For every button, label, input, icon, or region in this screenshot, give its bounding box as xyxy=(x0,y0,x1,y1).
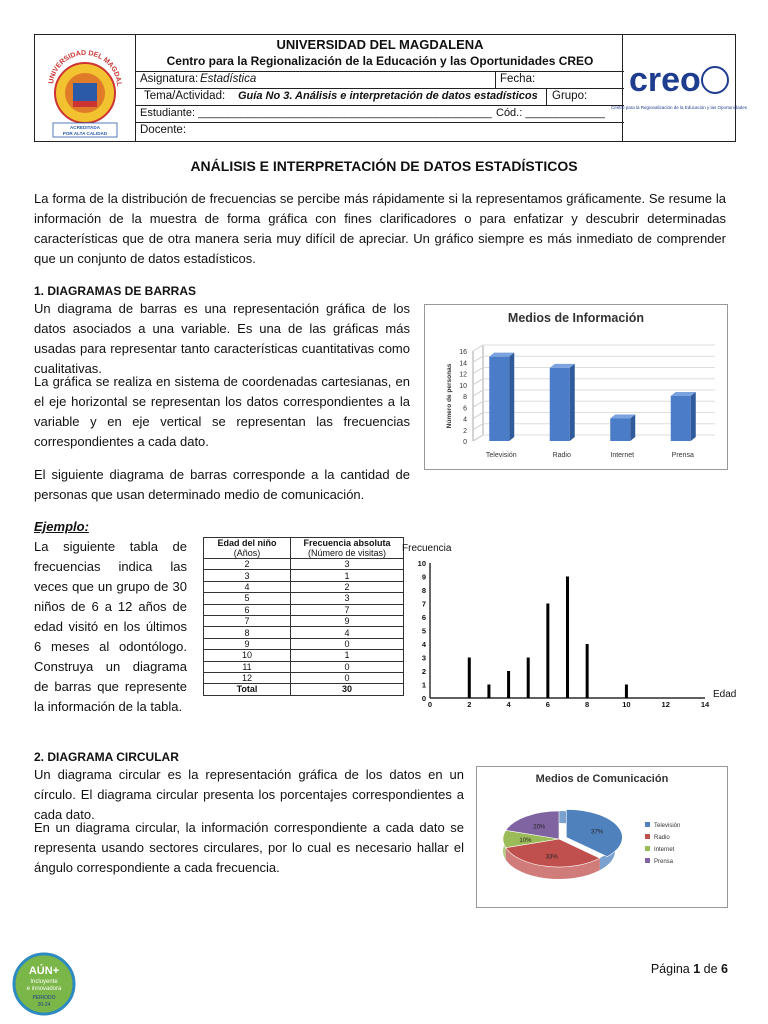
table-cell-age: 4 xyxy=(204,581,291,592)
pie-slice-label: 37% xyxy=(591,829,604,836)
table-row xyxy=(204,615,404,626)
chart1-ytick: 12 xyxy=(459,371,467,379)
header-table xyxy=(34,34,748,142)
chart2-xlabel: Edad xyxy=(713,689,737,700)
chart2-bar xyxy=(625,685,628,699)
pie-legend-label: Radio xyxy=(654,835,670,841)
teacher-label: Docente: xyxy=(140,124,187,136)
chart2-ytick: 5 xyxy=(421,626,426,636)
chart1-ytick: 2 xyxy=(463,427,467,435)
chart1-ytick: 14 xyxy=(459,360,467,368)
chart1-bar-side xyxy=(691,392,696,441)
table-cell-age: 6 xyxy=(204,604,291,615)
section1-p2: La gráfica se realiza en sistema de coordenadas cartesianas, en el eje horizontal se representan los datos correspondientes a la variable y en eje vertical se representan las frecuencias correspondientes a cada dato. xyxy=(34,374,410,449)
section2-p1: Un diagrama circular es la representación gráfica de los datos en un círculo. El diagrama circular presenta los porcentajes correspondientes a cada dato. xyxy=(34,767,464,822)
table-row xyxy=(204,559,404,570)
pie-chart-medios xyxy=(476,766,728,908)
table-cell-age: 11 xyxy=(204,661,291,672)
subject-label: Asignatura: xyxy=(140,73,199,85)
table-cell-frequency: 1 xyxy=(291,570,404,581)
pie-legend-label: Internet xyxy=(654,847,675,853)
table-cell-frequency: 0 xyxy=(291,638,404,649)
chart1-gridline xyxy=(473,368,483,374)
chart2-bar xyxy=(546,604,549,699)
section2-p2: En un diagrama circular, la información correspondiente a cada dato se representa usando sectores circulares, por lo cual es necesario hallar el ángulo correspondiente a cada frecuencia. xyxy=(34,820,464,875)
chart1-bar xyxy=(610,419,630,442)
chart1-xtick: Prensa xyxy=(671,452,694,459)
pie-legend-swatch xyxy=(645,834,650,839)
chart2-ytick: 6 xyxy=(421,613,426,622)
svg-text:Incluyente: Incluyente xyxy=(30,979,58,985)
pie-slice-label: 20% xyxy=(533,824,546,831)
page-title: ANÁLISIS E INTERPRETACIÓN DE DATOS ESTADÍSTICOS xyxy=(190,158,578,174)
chart2-ytick: 0 xyxy=(421,694,426,703)
chart1-bar xyxy=(671,396,691,441)
university-name: UNIVERSIDAD DEL MAGDALENA xyxy=(276,37,484,52)
table-cell-frequency: 3 xyxy=(291,593,404,604)
chart1-gridline xyxy=(473,379,483,385)
chart1-bar xyxy=(550,368,570,441)
chart2-ytick: 2 xyxy=(421,667,426,676)
chart2-xtick: 8 xyxy=(585,700,590,709)
table-cell-age: 8 xyxy=(204,627,291,638)
pie-legend-label: Prensa xyxy=(654,859,674,865)
chart1-ytick: 0 xyxy=(463,439,467,446)
chart2-xtick: 0 xyxy=(427,700,433,709)
svg-text:POR ALTA CALIDAD: POR ALTA CALIDAD xyxy=(62,131,108,136)
chart2-bar xyxy=(487,685,490,699)
chart2-ytick: 9 xyxy=(421,572,426,582)
chart1-ytick: 8 xyxy=(463,394,467,401)
table-cell-age: 9 xyxy=(204,638,291,649)
chart1-gridline xyxy=(473,390,483,396)
table-cell-frequency: 0 xyxy=(291,661,404,672)
bar-chart-medios xyxy=(424,304,728,470)
chart2-xtick: 10 xyxy=(622,700,631,709)
svg-text:e innovadora: e innovadora xyxy=(26,986,62,992)
center-name: Centro para la Regionalización de la Educación y las Oportunidades CREO xyxy=(166,54,594,68)
chart2-ytick: 1 xyxy=(421,680,426,690)
chart2-bar xyxy=(566,577,569,699)
date-label: Fecha: xyxy=(500,73,536,85)
pie-legend-swatch xyxy=(645,822,650,827)
pie-slice-label: 10% xyxy=(519,838,532,844)
table-cell-frequency: 1 xyxy=(291,650,404,661)
chart1-gridline xyxy=(473,424,483,430)
chart1-xtick: Radio xyxy=(552,452,571,459)
aun-badge xyxy=(12,952,76,1016)
table-cell-frequency: 4 xyxy=(291,627,404,638)
example-label: Ejemplo: xyxy=(34,519,89,534)
intro-paragraph: La forma de la distribución de frecuencias se percibe más rápidamente si la representamos gráficamente. Se resume la información de la muestra de forma gráfica con fines clarificadores o para enfatizar y descubrir determinadas características que de otra manera seria muy difícil de apreciar. Un gráfico siempre es más inmediato de comprender que un conjunto de datos estadísticos. xyxy=(34,191,726,266)
chart1-ylabel: Número de personas xyxy=(446,363,453,429)
table-cell-age: 3 xyxy=(204,570,291,581)
chart1-gridline xyxy=(473,345,483,351)
pie-legend-swatch xyxy=(645,858,650,863)
svg-text:PERIODO: PERIODO xyxy=(32,995,56,1001)
svg-text:20-24: 20-24 xyxy=(37,1002,51,1008)
table-cell-age: 2 xyxy=(204,559,291,570)
chart1-ytick: 6 xyxy=(463,405,467,413)
creo-caption: Centro para la Regionalización de la Educación y las Oportunidades xyxy=(610,105,748,110)
row-teacher xyxy=(136,122,624,141)
chart2-xtick: 14 xyxy=(700,700,710,709)
pie-legend-swatch xyxy=(645,846,650,851)
chart1-gridline xyxy=(473,435,483,441)
creo-wordmark: creo xyxy=(629,61,701,99)
table-cell-frequency: 0 xyxy=(291,672,404,683)
chart2-ytick: 8 xyxy=(421,586,426,595)
table-header-age: Edad del niño (Años) xyxy=(204,538,291,559)
chart2-xtick: 4 xyxy=(506,700,511,709)
chart1-xtick: Internet xyxy=(610,452,635,459)
svg-text:ACREDITADA: ACREDITADA xyxy=(69,125,101,130)
chart2-ylabel: Frecuencia xyxy=(402,543,452,554)
chart1-bar-side xyxy=(570,364,575,441)
table-cell-frequency: 9 xyxy=(291,615,404,626)
chart3-title: Medios de Comunicación xyxy=(535,773,669,785)
example-text: La siguiente tabla de frecuencias indica las veces que un grupo de 30 niños de 6 a 12 años de edad visitó en los últimos 6 meses al odontólogo. Construya un diagrama de barras que represente la información de la tabla. xyxy=(34,539,187,714)
chart2-bar xyxy=(586,644,589,698)
table-header-frequency: Frecuencia absoluta (Número de visitas) xyxy=(291,538,404,559)
section1-p1: Un diagrama de barras es una representación gráfica de los datos asociados a una variable. Es una de las gráficas más usadas para representar tanto características cuantitativas como cualitativas. xyxy=(34,301,410,376)
svg-text:AÚN+: AÚN+ xyxy=(28,965,60,977)
chart2-bar xyxy=(527,658,530,699)
pie-slice-label: 33% xyxy=(545,854,558,861)
chart1-bar-side xyxy=(509,353,514,441)
page-total: 6 xyxy=(721,962,728,976)
table-row xyxy=(204,661,404,672)
pie-legend-label: Televisión xyxy=(654,823,681,829)
table-cell-frequency: 7 xyxy=(291,604,404,615)
chart2-bar xyxy=(468,658,471,699)
page-number: 1 xyxy=(693,962,701,976)
row-subject xyxy=(136,71,624,88)
chart1-gridline xyxy=(473,413,483,419)
table-row xyxy=(204,593,404,604)
chart1-xtick: Televisión xyxy=(485,452,517,459)
bar-chart-frecuencia xyxy=(400,540,740,712)
table-row xyxy=(204,650,404,661)
topic-value: Guía No 3. Análisis e interpretación de datos estadísticos xyxy=(238,90,538,102)
table-cell-frequency: 2 xyxy=(291,581,404,592)
row-topic xyxy=(136,88,624,105)
frequency-table xyxy=(203,537,404,696)
chart2-xtick: 6 xyxy=(545,700,550,709)
chart2-ytick: 3 xyxy=(421,653,426,663)
chart2-ytick: 10 xyxy=(417,559,426,568)
chart1-gridline xyxy=(473,401,483,407)
university-logo xyxy=(35,35,136,141)
table-row xyxy=(204,581,404,592)
table-row xyxy=(204,604,404,615)
logo-left-arc: UNIVERSIDAD DEL MAGDAL xyxy=(48,49,123,87)
table-cell-age: 12 xyxy=(204,672,291,683)
chart2-ytick: 7 xyxy=(421,599,426,609)
section1-heading: 1. DIAGRAMAS DE BARRAS xyxy=(34,284,197,298)
table-row xyxy=(204,627,404,638)
chart1-ytick: 4 xyxy=(463,416,467,424)
table-total-value: 30 xyxy=(291,684,404,695)
chart1-title: Medios de Información xyxy=(507,311,645,325)
table-cell-age: 7 xyxy=(204,615,291,626)
chart2-bar xyxy=(507,671,510,698)
student-label: Estudiante: ________________________________________________ xyxy=(140,107,492,119)
table-cell-age: 10 xyxy=(204,650,291,661)
table-cell-frequency: 3 xyxy=(291,559,404,570)
section2-heading: 2. DIAGRAMA CIRCULAR xyxy=(34,750,179,764)
table-total-label: Total xyxy=(204,684,291,695)
chart1-ytick: 16 xyxy=(459,349,467,356)
chart1-bar xyxy=(489,357,509,441)
row-student xyxy=(136,105,624,122)
header-center xyxy=(136,35,624,141)
table-cell-age: 5 xyxy=(204,593,291,604)
chart1-gridline xyxy=(473,356,483,362)
chart2-ytick: 4 xyxy=(421,640,426,649)
section1-p3: El siguiente diagrama de barras corresponde a la cantidad de personas que usan determinado medio de comunicación. xyxy=(34,467,410,502)
table-row xyxy=(204,570,404,581)
chart1-bar-side xyxy=(630,415,635,442)
subject-value: Estadística xyxy=(200,73,257,85)
topic-label: Tema/Actividad: xyxy=(144,90,226,102)
chart2-xtick: 2 xyxy=(467,700,472,709)
chart2-xtick: 12 xyxy=(661,700,670,709)
table-row xyxy=(204,638,404,649)
chart1-ytick: 10 xyxy=(459,382,467,390)
creo-logo xyxy=(610,35,748,141)
code-label: Cód.: _____________ xyxy=(496,107,605,119)
page-footer: Página 1 de 6 xyxy=(650,962,728,976)
table-row xyxy=(204,672,404,683)
group-label: Grupo: xyxy=(552,90,588,102)
